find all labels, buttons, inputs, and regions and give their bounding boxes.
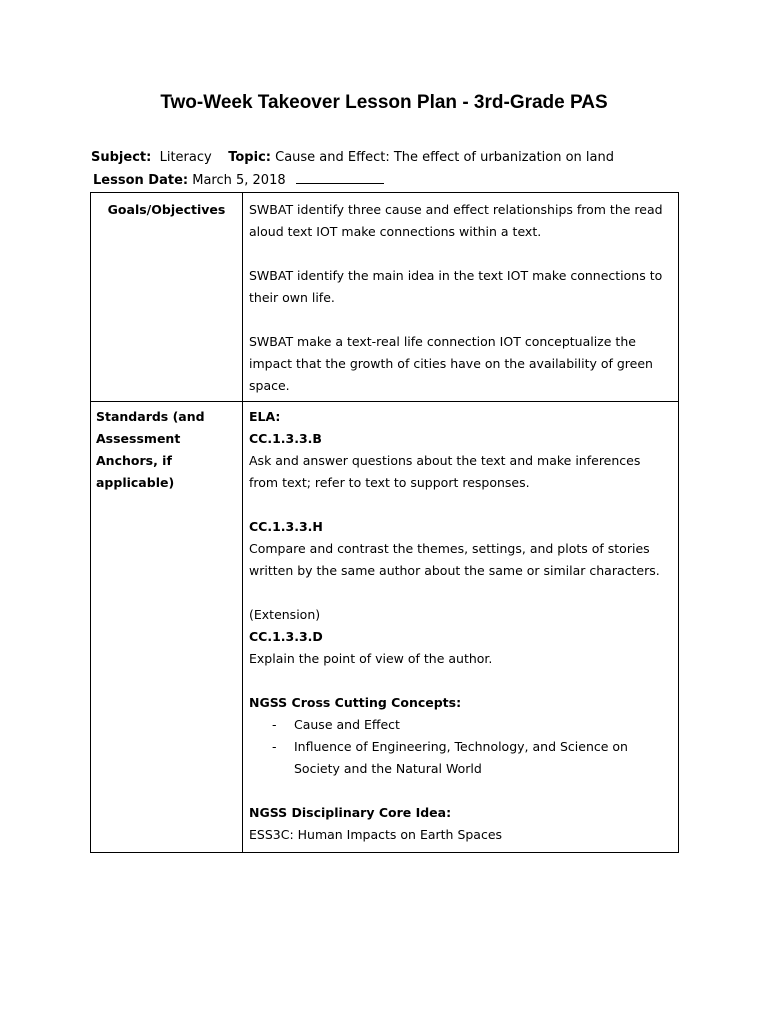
ngss-ccc-list <box>249 714 672 780</box>
standard-code: CC.1.3.3.H <box>249 519 323 534</box>
subject-value: Literacy <box>159 150 212 165</box>
standards-label: Standards (and Assessment Anchors, if applicable) <box>91 402 243 853</box>
ngss-dci-text: ESS3C: Human Impacts on Earth Spaces <box>249 827 503 842</box>
list-item-text: Influence of Engineering, Technology, and Science on Society and the Natural World <box>294 739 628 776</box>
dash-bullet: - <box>272 717 277 732</box>
goals-label: Goals/Objectives <box>91 193 243 402</box>
standard-code: CC.1.3.3.D <box>249 629 323 644</box>
page-title: Two-Week Takeover Lesson Plan - 3rd-Grade PAS <box>160 92 608 113</box>
dash-bullet: - <box>272 739 277 754</box>
goals-content <box>243 193 679 402</box>
date-label: Lesson Date: <box>93 173 189 188</box>
goal-item: SWBAT make a text-real life connection IOT conceptualize the impact that the growth of cities have on the availability of green space. <box>249 334 653 393</box>
extension-label: (Extension) <box>249 607 321 622</box>
lesson-plan-table <box>90 192 679 853</box>
subject-label: Subject: <box>91 150 152 165</box>
ela-heading: ELA: <box>249 409 281 424</box>
standards-row <box>91 402 679 853</box>
ngss-ccc-heading: NGSS Cross Cutting Concepts: <box>249 695 462 710</box>
standard-text: Compare and contrast the themes, settings, and plots of stories written by the same author about the same or similar characters. <box>249 541 660 578</box>
standards-content <box>243 402 679 853</box>
topic-label: Topic: <box>228 150 271 165</box>
standard-text: Ask and answer questions about the text and make inferences from text; refer to text to support responses. <box>249 453 641 490</box>
subject-topic-line <box>91 150 614 165</box>
standard-code: CC.1.3.3.B <box>249 431 322 446</box>
list-item-text: Cause and Effect <box>294 717 400 732</box>
date-blank-line <box>296 172 384 184</box>
goals-row <box>91 193 679 402</box>
goal-item: SWBAT identify the main idea in the text IOT make connections to their own life. <box>249 268 663 305</box>
ngss-dci-heading: NGSS Disciplinary Core Idea: <box>249 805 452 820</box>
list-item <box>249 736 672 780</box>
date-value: March 5, 2018 <box>192 173 286 188</box>
goal-item: SWBAT identify three cause and effect relationships from the read aloud text IOT make connections within a text. <box>249 202 663 239</box>
list-item <box>249 714 672 736</box>
standard-text: Explain the point of view of the author. <box>249 651 493 666</box>
topic-value: Cause and Effect: The effect of urbanization on land <box>275 150 615 165</box>
lesson-date-line <box>93 172 384 188</box>
